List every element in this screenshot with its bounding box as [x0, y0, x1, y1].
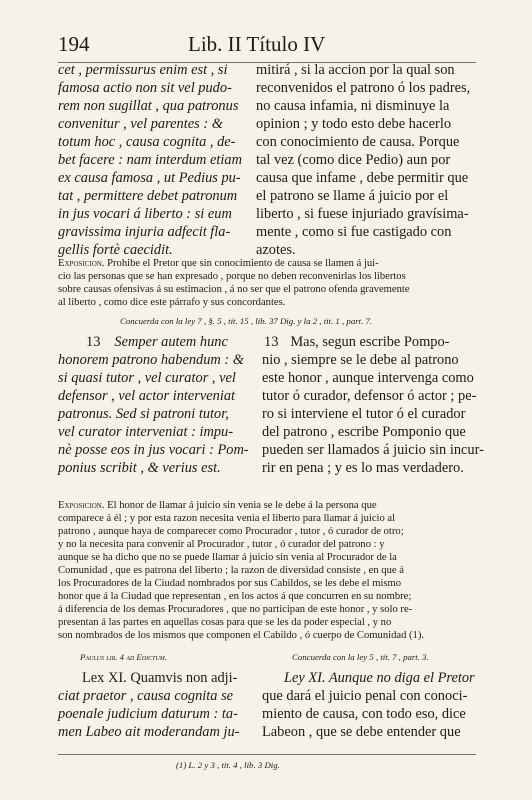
- spanish-line: azotes.: [256, 242, 296, 258]
- note-line: aunque se ha dicho que no se puede llamar á juicio sin venia al Procurador de la: [58, 552, 397, 563]
- spanish-line: miento de causa, con todo eso, dice: [262, 706, 466, 722]
- spanish-line: mente , como si fue castigado con: [256, 224, 452, 240]
- latin-line: men Labeo ait moderandam ju-: [58, 724, 240, 740]
- spanish-column-3: [262, 670, 475, 750]
- spanish-line: Ley XI. Aunque no diga el Pretor: [284, 670, 475, 686]
- latin-column-1: [58, 62, 248, 282]
- latin-column-3: [58, 670, 254, 750]
- exposition-note-1: [58, 258, 476, 314]
- spanish-line: tal vez (como dice Pedio) aun por: [256, 152, 451, 168]
- spanish-line: reconvenidos el patrono ó los padres,: [256, 80, 471, 96]
- spanish-line: liberto , si fuese injuriado gravísima-: [256, 206, 469, 222]
- spanish-line: Mas, segun escribe Pompo-: [290, 334, 450, 350]
- latin-line: rem non sugillat , qua patronus: [58, 98, 239, 114]
- latin-line: tat , permittere debet patronum: [58, 188, 238, 204]
- note-line: El honor de llamar á juicio sin venia se le debe á la persona que: [107, 500, 377, 511]
- spanish-line: pueden ser llamados á juicio sin incur-: [262, 442, 484, 458]
- note-line: son nombrados de los mismos que componen el Cabildo , ó cuerpo de Comunidad (1).: [58, 630, 425, 641]
- note-line: cio las personas que se han expresado , porque no deben reconvenirlas los libertos: [58, 271, 406, 282]
- running-head: Lib. II Título IV: [188, 32, 326, 56]
- spanish-line: ro si interviene el tutor ó el curador: [262, 406, 466, 422]
- note-line: y no la necesita para convenir al Procurador , tutor , ó curador del patrono : y: [58, 539, 385, 550]
- footnote-rule: [58, 754, 476, 755]
- spanish-line: que dará el juicio penal con conoci-: [262, 688, 468, 704]
- spanish-line: rir en pena ; y es lo mas verdadero.: [262, 460, 464, 476]
- latin-line: in jus vocari á liberto : si eum: [58, 206, 232, 222]
- spanish-line: no causa infamia, ni disminuye la: [256, 98, 450, 114]
- page-number: 194: [58, 32, 90, 56]
- latin-column-2: [58, 334, 254, 484]
- latin-line: Semper autem hunc: [114, 334, 228, 350]
- latin-line: honorem patrono habendum : &: [58, 352, 244, 368]
- spanish-line: tutor ó curador, defensor ó actor ; pe-: [262, 388, 477, 404]
- note-line: sobre causas ofensivas á su estimacion , á no ser que el patrono ofenda gravemente: [58, 284, 410, 295]
- latin-line: nè posse eos in jus vocari : Pom-: [58, 442, 249, 458]
- note-line: honor que á la Ciudad que representan , en los actos á que concurren en su nombre;: [58, 591, 412, 602]
- latin-line: totum hoc , causa cognita , de-: [58, 134, 236, 150]
- note-line: Comunidad , que es patrona del liberto ; la razon de diversidad consiste , en que á: [58, 565, 404, 576]
- latin-line: famosa actio non sit vel pudo-: [58, 80, 232, 96]
- spanish-line: Labeon , que se debe entender que: [262, 724, 461, 740]
- paragraph-number: 13: [86, 334, 101, 350]
- latin-line: Lex XI. Quamvis non adji-: [82, 670, 238, 686]
- latin-line: cet , permissurus enim est , si: [58, 62, 228, 78]
- spanish-line: mitirá , si la accion por la qual son: [256, 62, 455, 78]
- spanish-line: del patrono , escribe Pomponio que: [262, 424, 466, 440]
- note-line: presentan á las partes en aquellas cosas para que se les da poder especial , y no: [58, 617, 392, 628]
- source-citation: Paulus lib. 4 ad Edictum.: [80, 652, 168, 662]
- latin-line: bet facere : nam interdum etiam: [58, 152, 242, 168]
- latin-line: si quasi tutor , vel curator , vel: [58, 370, 236, 386]
- latin-line: poenale judicium daturum : ta-: [58, 706, 238, 722]
- note-line: los Procuradores de la Ciudad nombrados por sus Cabildos, se les debe el mismo: [58, 578, 402, 589]
- page-header: [58, 32, 476, 60]
- note-line: comparece á él ; y por esta razon necesita venia el liberto para llamar á juicio al: [58, 513, 396, 524]
- note-line: Prohibe el Pretor que sin conocimiento de causa se llamen á jui-: [107, 258, 379, 269]
- exposition-note-2: [58, 500, 476, 646]
- latin-line: patronus. Sed si patroni tutor,: [58, 406, 229, 422]
- latin-line: gellis fortè caecidit.: [58, 242, 173, 258]
- exposition-label: Exposicion.: [58, 500, 105, 511]
- note-line: á diferencia de los demas Procuradores , que no participan de este honor , y solo re-: [58, 604, 413, 615]
- latin-line: ciat praetor , causa cognita se: [58, 688, 234, 704]
- spanish-line: causa que infame , debe permitir que: [256, 170, 469, 186]
- spanish-line: nio , siempre se le debe al patrono: [262, 352, 459, 368]
- latin-line: gravissima injuria adfecit fla-: [58, 224, 231, 240]
- concordance-1: Concuerda con la ley 7 , §. 5 , tit. 15 , lib. 37 Dig. y la 2 , tit. 1 , part. 7.: [120, 316, 373, 326]
- spanish-column-1: [256, 62, 470, 282]
- paragraph-number: 13: [264, 334, 279, 350]
- note-line: patrono , aunque haya de comparecer como Procurador , tutor , ó curador de otro;: [58, 526, 404, 537]
- latin-line: convenitur , vel parentes : &: [58, 116, 223, 132]
- spanish-line: este honor , aunque intervenga como: [262, 370, 474, 386]
- latin-line: ex causa famosa , ut Pedius pu-: [58, 170, 241, 186]
- latin-line: vel curator interveniat : impu-: [58, 424, 234, 440]
- spanish-line: con conocimiento de causa. Porque: [256, 134, 460, 150]
- exposition-label: Exposicion.: [58, 258, 105, 269]
- spanish-line: opinion ; y todo esto debe hacerlo: [256, 116, 452, 132]
- note-line: al liberto , como dice este párrafo y sus concordantes.: [58, 297, 286, 308]
- latin-line: defensor , vel actor interveniat: [58, 388, 236, 404]
- spanish-line: el patrono se llame á juicio por el: [256, 188, 449, 204]
- footnote: (1) L. 2 y 3 , tit. 4 , lib. 3 Dig.: [176, 760, 280, 770]
- concordance-2: Concuerda con la ley 5 , tit. 7 , part. 3.: [292, 652, 429, 662]
- latin-line: ponius scribit , & verius est.: [58, 460, 221, 476]
- spanish-column-2: [262, 334, 484, 484]
